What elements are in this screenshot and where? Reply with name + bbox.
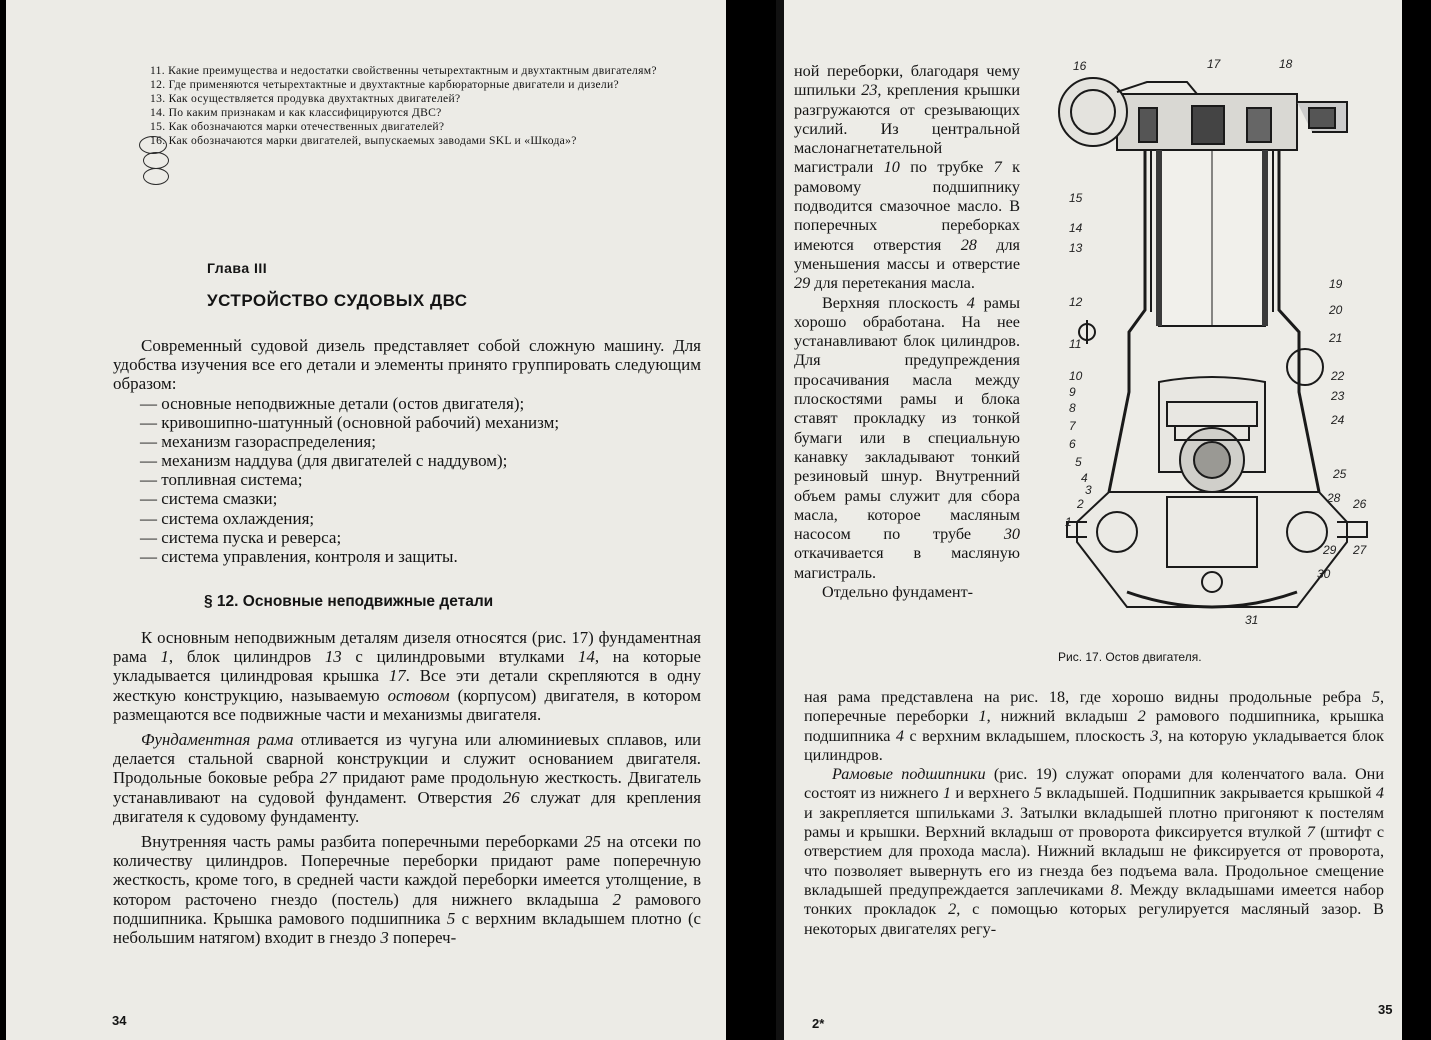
- engine-frame-figure: [1047, 52, 1392, 632]
- question: 13. Как осуществляется продувка двухтактных двигателей?: [150, 92, 461, 105]
- paragraph: Верхняя плоскость 4 рамы хорошо обработана. На нее устанавливают блок цилиндров. Для предупреждения просачивания масла между плоскостями рамы и блока ставят прокладку из тонкой бумаги или в специальную канавку закладывают тонкий резиновый шнур. Внутренний объем рамы служит для сбора масла, которое масляным насосом по трубе 30 откачивается в масляную магистраль.: [794, 293, 1020, 582]
- fig-label: 10: [1069, 369, 1083, 383]
- fig-label: 19: [1329, 277, 1343, 291]
- fig-label: 21: [1329, 331, 1343, 345]
- fig-label: 24: [1331, 413, 1345, 427]
- fig-label: 14: [1069, 221, 1083, 235]
- fig-label: 17: [1207, 57, 1221, 71]
- fig-label: 29: [1323, 543, 1337, 557]
- right-page: [782, 0, 1402, 1040]
- fig-label: 25: [1333, 467, 1347, 481]
- question: 15. Как обозначаются марки отечественных двигателей?: [150, 120, 445, 133]
- handwritten-circle-mark: [143, 168, 169, 185]
- fig-label: 8: [1069, 401, 1076, 415]
- section-heading: § 12. Основные неподвижные детали: [204, 593, 494, 610]
- page-number: 35: [1378, 1002, 1393, 1017]
- paragraph: Внутренняя часть рамы разбита поперечными переборками 25 на отсеки по количеству цилиндров. Поперечные переборки придают раме поперечную жесткость, кроме того, в средней части каждой переборки имеется утолщение, в котором расточено гнездо (постель) для нижнего вкладыша 2 рамового подшипника. Крышка рамового подшипника 5 с верхним вкладышем плотно (с небольшим натягом) входит в гнездо 3 попереч-: [113, 832, 701, 948]
- review-questions: [116, 64, 706, 148]
- right-page-body: [804, 688, 1384, 939]
- chapter-number: Глава III: [207, 260, 268, 276]
- list-item: — основные неподвижные детали (остов двигателя);: [140, 394, 525, 413]
- paragraph: Рамовые подшипники (рис. 19) служат опорами для коленчатого вала. Они состоят из нижнего 1 и верхнего 5 вкладышей. Подшипник закрывается крышкой 4 и закрепляется шпильками 3. Затылки вкладышей плотно пригоняют к постелям рамы и крышки. Верхний вкладыш от проворота фиксируется втулкой 7 (штифт с отверстием для прохода масла). Нижний вкладыш не фиксируется от проворота, что позволяет вывернуть его из гнезда без подъема вала. Продольное смещение вкладышей предупреждается заплечиками 8. Между вкладышами имеется набор тонких прокладок 2, с помощью которых регулируется масляный зазор. В некоторых двигателях регу-: [804, 765, 1385, 938]
- left-page: [6, 0, 726, 1040]
- fig-label: 9: [1069, 385, 1076, 399]
- scan-edge: [776, 0, 784, 1040]
- list-item: — механизм наддува (для двигателей с наддувом);: [140, 451, 508, 471]
- fig-label: 26: [1353, 497, 1367, 511]
- fig-label: 15: [1069, 191, 1083, 205]
- fig-label: 12: [1069, 295, 1083, 309]
- list-item: — система пуска и реверса;: [140, 527, 342, 547]
- fig-label: 22: [1331, 369, 1345, 383]
- chapter-title: УСТРОЙСТВО СУДОВЫХ ДВС: [207, 291, 468, 310]
- handwritten-circle-mark: [143, 152, 169, 169]
- list-item: — система управления, контроля и защиты.: [140, 546, 458, 566]
- paragraph: ная рама представлена на рис. 18, где хорошо видны продольные ребра 5, поперечные переборки 1, нижний вкладыш 2 рамового подшипника, крышка подшипника 4 с верхним вкладышем, плоскость 3, на которую укладывается блок цилиндров.: [804, 688, 1384, 764]
- paragraph: Фундаментная рама отливается из чугуна или алюминиевых сплавов, или делается стальной сварной конструкции и служит основанием двигателя. Продольные боковые ребра 27 придают раме продольную жесткость. Двигатель устанавливают на судовой фундамент. Отверстия 26 служат для крепления двигателя к судовому фундаменту.: [113, 730, 702, 826]
- fig-label: 27: [1353, 543, 1367, 557]
- fig-label: 31: [1245, 613, 1259, 627]
- fig-label: 1: [1065, 515, 1072, 529]
- question: 16. Как обозначаются марки двигателей, выпускаемых заводами SKL и «Шкода»?: [150, 134, 577, 147]
- section-body: [113, 628, 701, 953]
- fig-label: 2: [1077, 497, 1084, 511]
- fig-label: 23: [1331, 389, 1345, 403]
- intro-paragraph: Современный судовой дизель представляет собой сложную машину. Для удобства изучения все его детали и элементы принято группировать следующим образом:: [113, 336, 701, 393]
- paragraph: ной переборки, благодаря чему шпильки 23, крепления крышки разгружаются от срезывающих усилий. Из центральной маслонагнетательной магистрали 10 по трубке 7 к рамовому подшипнику подводится смазочное масло. В поперечных переборках имеются отверстия 28 для уменьшения массы и отверстие 29 для перетекания масла.: [794, 62, 1020, 293]
- list-item: — топливная система;: [140, 470, 303, 490]
- fig-label: 18: [1279, 57, 1293, 71]
- component-list: [140, 394, 700, 566]
- fig-label: 11: [1069, 337, 1082, 351]
- fig-label: 5: [1075, 455, 1082, 469]
- fig-label: 6: [1069, 437, 1076, 451]
- list-item: — система охлаждения;: [140, 508, 315, 528]
- fig-label: 20: [1329, 303, 1343, 317]
- question: 14. По каким признакам и как классифицируются ДВС?: [150, 106, 442, 119]
- fig-label: 16: [1073, 59, 1087, 73]
- list-item: — кривошипно-шатунный (основной рабочий) механизм;: [140, 413, 560, 433]
- paragraph: К основным неподвижным деталям дизеля относятся (рис. 17) фундаментная рама 1, блок цилиндров 13 с цилиндровыми втулками 14, на которые укладывается цилиндровая крышка 17. Все эти детали скрепляются в одну жесткую конструкцию, называемую остовом (корпусом) двигателя, в котором размещаются все подвижные части и механизмы двигателя.: [113, 628, 702, 724]
- paragraph: Отдельно фундамент-: [822, 583, 974, 602]
- list-item: — механизм газораспределения;: [140, 432, 376, 452]
- question: 11. Какие преимущества и недостатки свойственны четырехтактным и двухтактным двигателям?: [150, 64, 657, 77]
- question: 12. Где применяются четырехтактные и двухтактные карбюраторные двигатели и дизели?: [150, 78, 619, 91]
- fig-label: 13: [1069, 241, 1083, 255]
- fig-label: 28: [1327, 491, 1341, 505]
- page-number: 34: [112, 1013, 127, 1028]
- list-item: — система смазки;: [140, 489, 278, 509]
- wrapped-text-column: [794, 62, 1020, 602]
- fig-label: 3: [1085, 483, 1092, 497]
- figure-caption: Рис. 17. Остов двигателя.: [1058, 650, 1202, 664]
- fig-label: 4: [1081, 471, 1088, 485]
- fig-label: 30: [1317, 567, 1331, 581]
- signature-mark: 2*: [812, 1016, 825, 1031]
- fig-label: 7: [1069, 419, 1076, 433]
